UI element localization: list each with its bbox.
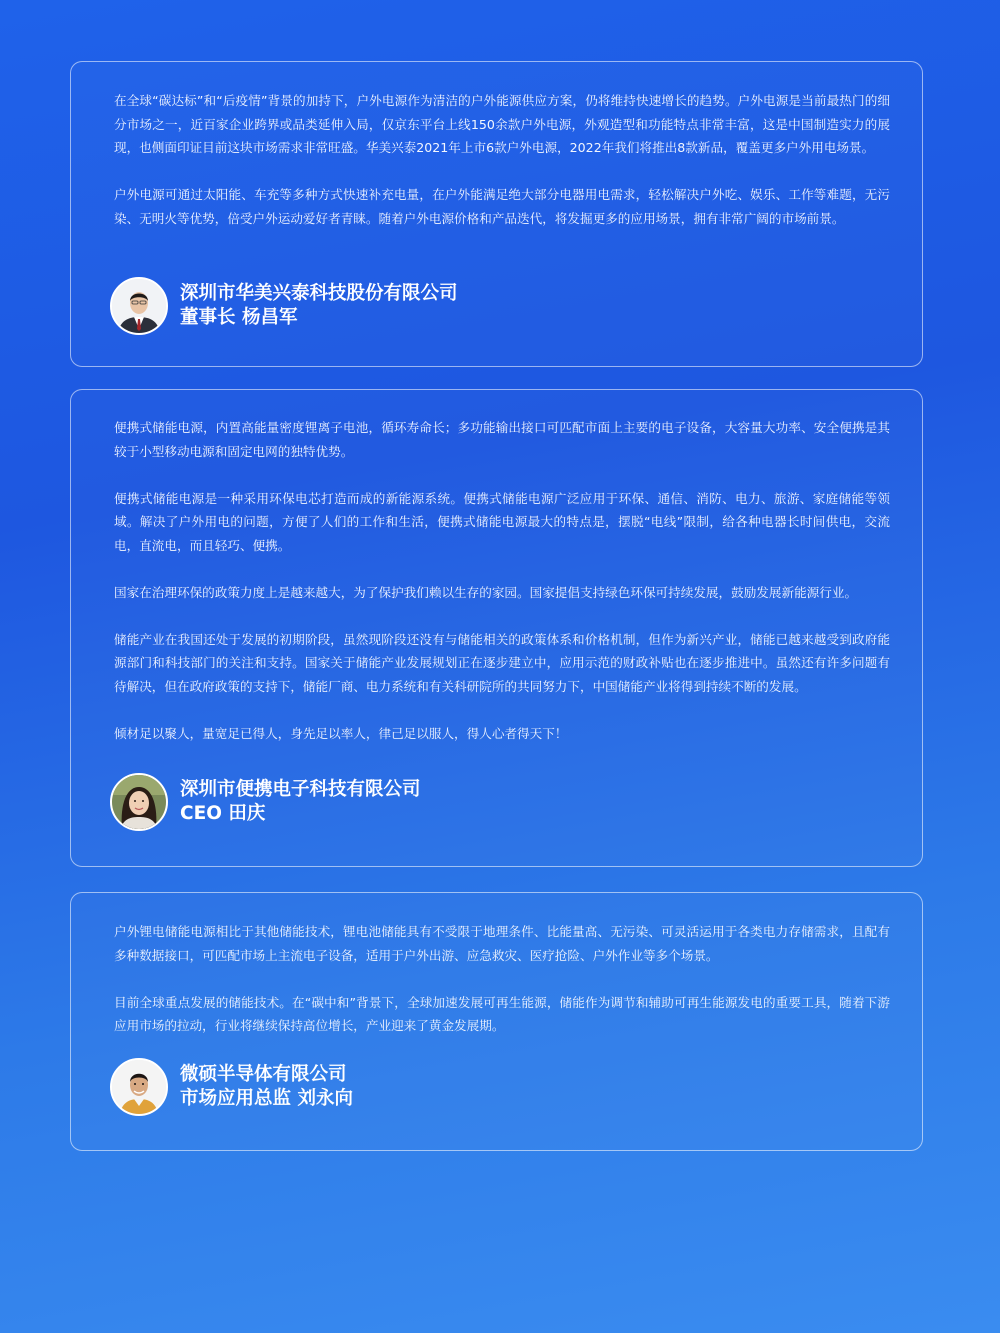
author-block: [110, 277, 458, 335]
portrait-man-suit-icon: [112, 279, 166, 333]
quote-card-bianxie: [70, 389, 923, 867]
avatar: [110, 773, 168, 831]
author-block: [110, 1058, 353, 1116]
company-name: 深圳市便携电子科技有限公司: [180, 779, 421, 800]
company-name: 深圳市华美兴泰科技股份有限公司: [180, 283, 458, 304]
author-block: [110, 773, 421, 831]
quote-card-weishuo: [70, 892, 923, 1151]
quote-paragraph: 便携式储能电源是一种采用环保电芯打造而成的新能源系统。便携式储能电源广泛应用于环保、通信、消防、电力、旅游、家庭储能等领域。解决了户外用电的问题，方便了人们的工作和生活，便携式储能电源最大的特点是，摆脱“电线”限制，给各种电器长时间供电，交流电，直流电，而且轻巧、便携。: [114, 490, 890, 553]
quote-paragraph: 便携式储能电源，内置高能量密度锂离子电池，循环寿命长；多功能输出接口可匹配市面上主要的电子设备，大容量大功率、安全便携是其较于小型移动电源和固定电网的独特优势。: [114, 420, 890, 459]
avatar: [110, 1058, 168, 1116]
quote-paragraph: 户外锂电储能电源相比于其他储能技术，锂电池储能具有不受限于地理条件、比能量高、无污染、可灵活运用于各类电力存储需求，且配有多种数据接口，可匹配市场上主流电子设备，适用于户外出游、应急救灾、医疗抢险、户外作业等多个场景。: [114, 924, 890, 963]
author-title: 董事长 杨昌军: [180, 307, 298, 328]
author-title: CEO 田庆: [180, 803, 266, 824]
quote-paragraph: 国家在治理环保的政策力度上是越来越大，为了保护我们赖以生存的家园。国家提倡支持绿色环保可持续发展，鼓励发展新能源行业。: [114, 584, 858, 600]
quote-paragraph: 户外电源可通过太阳能、车充等多种方式快速补充电量，在户外能满足绝大部分电器用电需求，轻松解决户外吃、娱乐、工作等难题，无污染、无明火等优势，倍受户外运动爱好者青睐。随着户外电源价格和产品迭代，将发掘更多的应用场景，拥有非常广阔的市场前景。: [114, 187, 890, 226]
portrait-man-casual-icon: [112, 1060, 166, 1114]
quote-paragraph: 储能产业在我国还处于发展的初期阶段，虽然现阶段还没有与储能相关的政策体系和价格机制，但作为新兴产业，储能已越来越受到政府能源部门和科技部门的关注和支持。国家关于储能产业发展规划正在逐步建立中，应用示范的财政补贴也在逐步推进中。虽然还有许多问题有待解决，但在政府政策的支持下，储能厂商、电力系统和有关科研院所的共同努力下，中国储能产业将得到持续不断的发展。: [114, 631, 890, 694]
portrait-woman-icon: [112, 775, 166, 829]
quote-card-huamei: [70, 61, 923, 367]
quote-paragraph: 目前全球重点发展的储能技术。在“碳中和”背景下，全球加速发展可再生能源，储能作为调节和辅助可再生能源发电的重要工具，随着下游应用市场的拉动，行业将继续保持高位增长，产业迎来了黄金发展期。: [114, 994, 890, 1033]
avatar: [110, 277, 168, 335]
quote-paragraph: 在全球“碳达标”和“后疫情”背景的加持下，户外电源作为清洁的户外能源供应方案，仍将维持快速增长的趋势。户外电源是当前最热门的细分市场之一，近百家企业跨界或品类延伸入局，仅京东平台上线150余款户外电源，外观造型和功能特点非常丰富，这是中国制造实力的展现，也侧面印证目前这块市场需求非常旺盛。华美兴泰2021年上市6款户外电源，2022年我们将推出8款新品，覆盖更多户外用电场景。: [114, 93, 890, 155]
quote-paragraph: 倾材足以聚人，量宽足已得人，身先足以率人，律己足以服人，得人心者得天下！: [114, 725, 568, 741]
author-title: 市场应用总监 刘永向: [180, 1088, 353, 1109]
company-name: 微硕半导体有限公司: [180, 1064, 347, 1085]
